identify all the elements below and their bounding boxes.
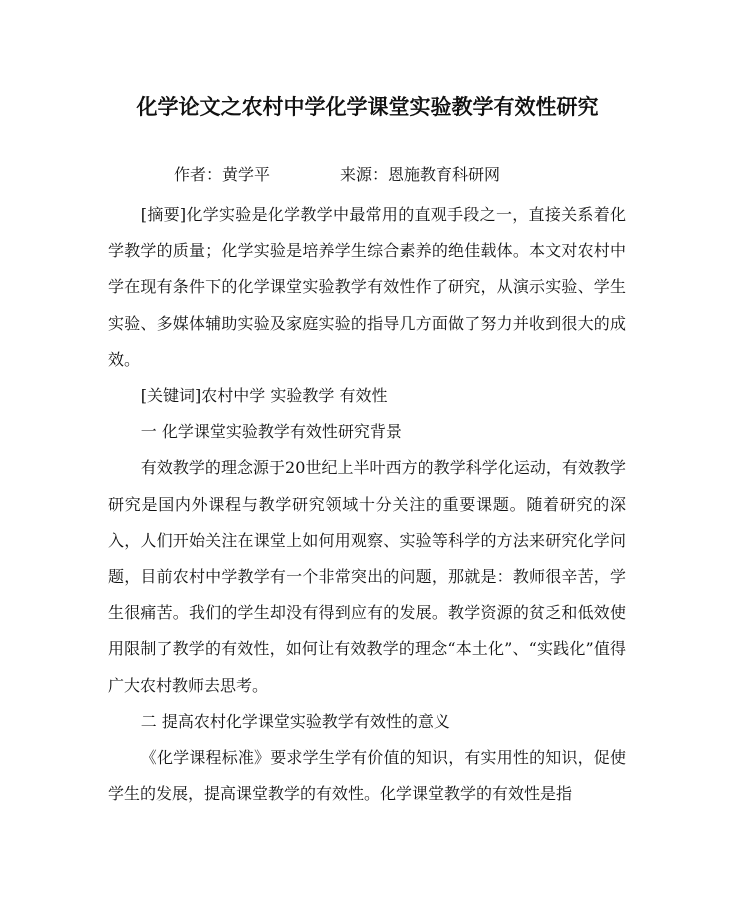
keywords-paragraph: [关键词]农村中学 实验教学 有效性 (140, 386, 388, 406)
document-title: 化学论文之农村中学化学课堂实验教学有效性研究 (136, 95, 599, 119)
source-line: 来源：恩施教育科研网 (340, 165, 501, 184)
abstract-paragraph: [摘要]化学实验是化学教学中最常用的直观手段之一，直接关系着化学教学的质量；化学实验是培养学生综合素养的绝佳载体。本文对农村中学在现有条件下的化学课堂实验教学有效性作了研究，从演示实验、学生实验、多媒体辅助实验及家庭实验的指导几方面做了努力并收到很大的成效。 (108, 205, 626, 369)
author-line: 作者：黄学平 (174, 165, 271, 184)
significance-paragraph: 《化学课程标准》要求学生学有价值的知识，有实用性的知识，促使学生的发展，提高课堂教学的有效性。化学课堂教学的有效性是指 (108, 748, 626, 804)
section-heading-1: 一 化学课堂实验教学有效性研究背景 (140, 422, 402, 442)
background-paragraph: 有效教学的理念源于20世纪上半叶西方的教学科学化运动，有效教学研究是国内外课程与教学研究领域十分关注的重要课题。随着研究的深入，人们开始关注在课堂上如何用观察、实验等科学的方法来研究化学问题，目前农村中学教学有一个非常突出的问题，那就是：教师很辛苦，学生很痛苦。我们的学生却没有得到应有的发展。教学资源的贫乏和低效使用限制了教学的有效性，如何让有效教学的理念“本土化”、“实践化”值得广大农村教师去思考。 (108, 458, 626, 695)
document-body (108, 197, 626, 812)
byline (174, 162, 500, 188)
section-heading-2: 二 提高农村化学课堂实验教学有效性的意义 (140, 711, 450, 731)
